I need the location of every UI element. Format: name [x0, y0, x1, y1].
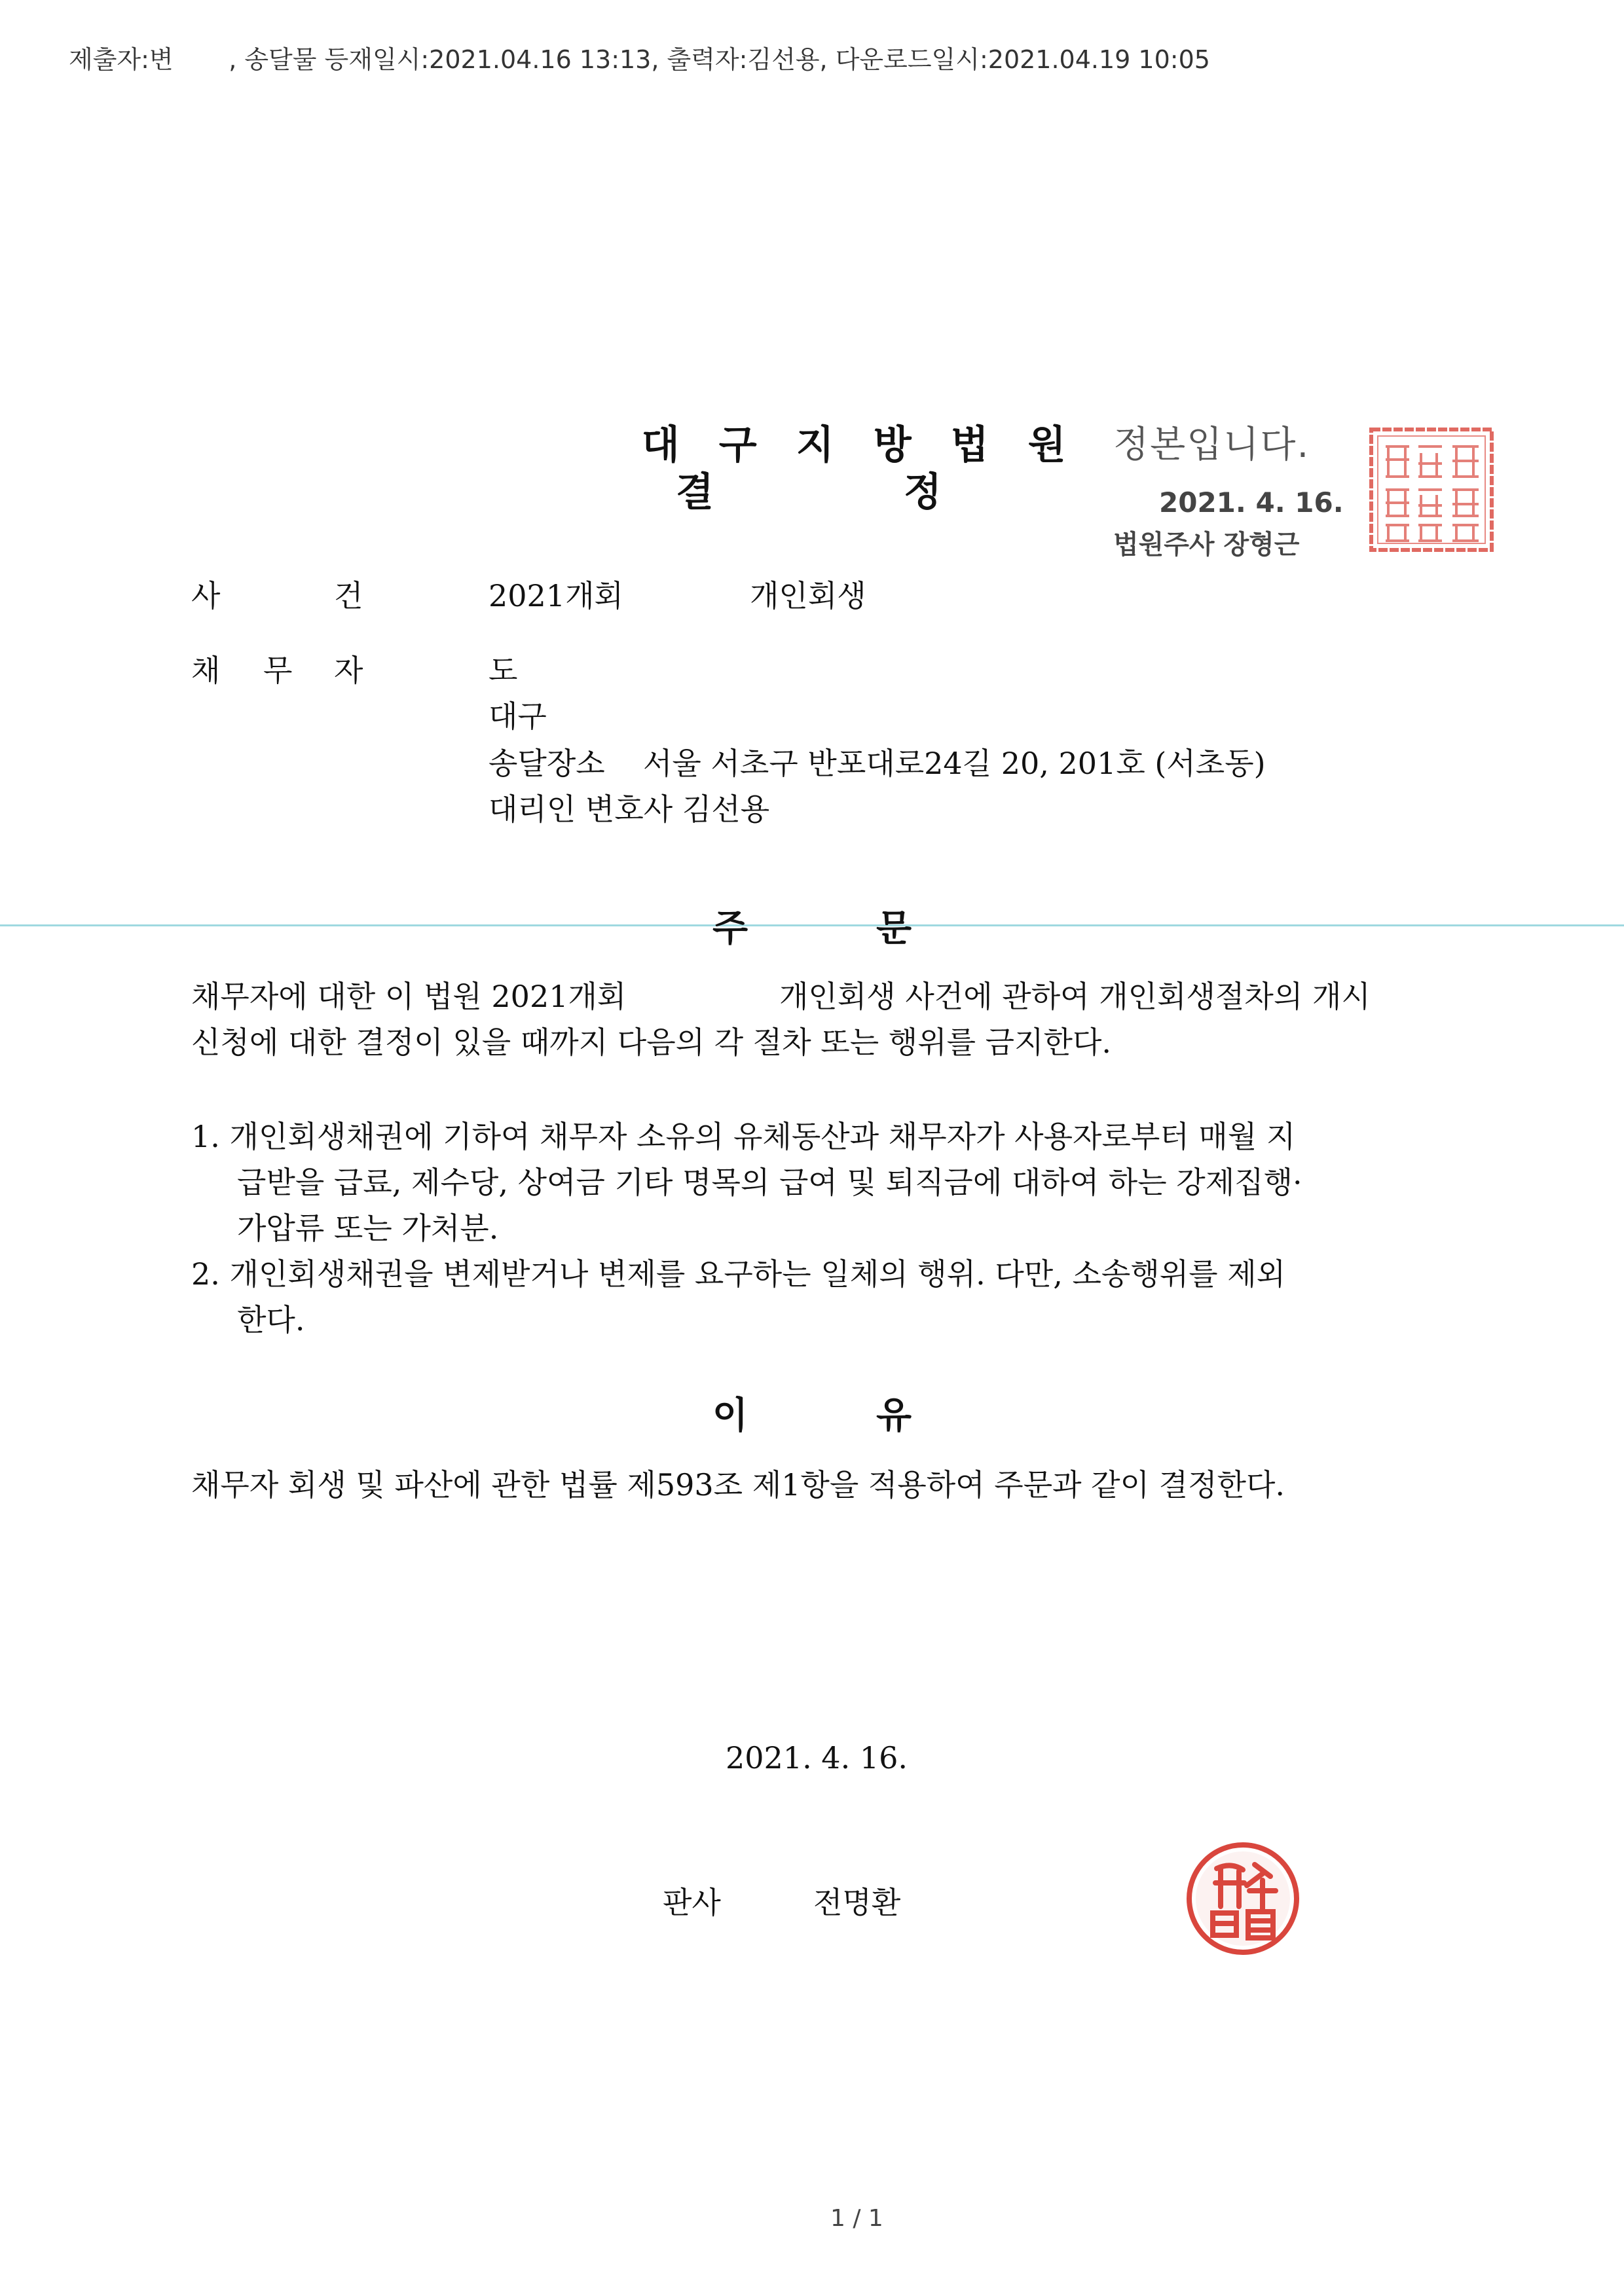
order-item-2-line-2: 한다.	[237, 1302, 305, 1338]
document-title-part-2: 정	[904, 469, 942, 515]
section-divider	[0, 924, 1624, 926]
judge-title: 판사	[663, 1885, 721, 1920]
order-intro-line-2: 신청에 대한 결정이 있을 때까지 다음의 각 절차 또는 행위를 금지한다.	[191, 1025, 1112, 1060]
order-item-2-line-1: 2. 개인회생채권을 변제받거나 변제를 요구하는 일체의 행위. 다만, 소송행위를 제외	[191, 1256, 1286, 1292]
court-name-char: 지	[796, 422, 836, 468]
reason-text: 채무자 회생 및 파산에 관한 법률 제593조 제1항을 적용하여 주문과 같이 결정한다.	[191, 1467, 1285, 1503]
court-seal-stamp	[1369, 427, 1494, 553]
order-intro-line-1b: 개인회생 사건에 관하여 개인회생절차의 개시	[779, 979, 1371, 1014]
debtor-label-char-2: 무	[263, 653, 293, 688]
certified-copy-clerk: 법원주사 장형근	[1113, 530, 1300, 560]
case-label-char-1: 사	[191, 578, 221, 613]
debtor-name: 도	[489, 653, 518, 688]
judge-name: 전명환	[813, 1885, 901, 1920]
order-item-1-line-3: 가압류 또는 가처분.	[237, 1211, 499, 1246]
document-header-line: 제출자:변 , 송달물 등재일시:2021.04.16 13:13, 출력자:김선용, 다운로드일시:2021.04.19 10:05	[69, 45, 1210, 74]
court-name-char: 원	[1027, 422, 1067, 468]
case-type: 개인회생	[750, 578, 866, 613]
court-name-char: 법	[950, 422, 990, 468]
order-intro-line-1a: 채무자에 대한 이 법원 2021개회	[191, 979, 627, 1014]
debtor-label-char-1: 채	[191, 653, 221, 688]
certified-copy-label: 정본입니다.	[1113, 424, 1310, 466]
case-label-char-2: 건	[334, 578, 363, 613]
order-item-1-line-1: 1. 개인회생채권에 기하여 채무자 소유의 유체동산과 채무자가 사용자로부터 매월 지	[191, 1119, 1296, 1154]
service-address-label: 송달장소	[489, 746, 605, 781]
judge-seal-stamp	[1184, 1840, 1302, 1958]
reason-heading-char-2: 유	[876, 1394, 912, 1437]
court-name-char: 방	[873, 422, 913, 468]
debtor-city: 대구	[489, 699, 547, 734]
order-item-1-line-2: 급받을 급료, 제수당, 상여금 기타 명목의 급여 및 퇴직금에 대하여 하는 강제집행·	[237, 1165, 1302, 1200]
decision-date: 2021. 4. 16.	[726, 1740, 908, 1776]
debtor-agent: 대리인 변호사 김선용	[489, 792, 770, 827]
certified-copy-date: 2021. 4. 16.	[1159, 486, 1344, 519]
court-name	[593, 368, 1086, 470]
debtor-label-char-3: 자	[334, 653, 363, 688]
order-heading-char-2: 문	[876, 907, 912, 950]
case-number: 2021개회	[489, 578, 623, 613]
court-name-char: 구	[718, 422, 758, 468]
reason-heading-char-1: 이	[712, 1394, 748, 1437]
court-name-char: 대	[641, 422, 681, 468]
order-heading-char-1: 주	[712, 907, 748, 950]
page-number: 1 / 1	[830, 2205, 883, 2232]
service-address: 서울 서초구 반포대로24길 20, 201호 (서초동)	[643, 746, 1266, 781]
document-title-part-1: 결	[676, 469, 714, 515]
